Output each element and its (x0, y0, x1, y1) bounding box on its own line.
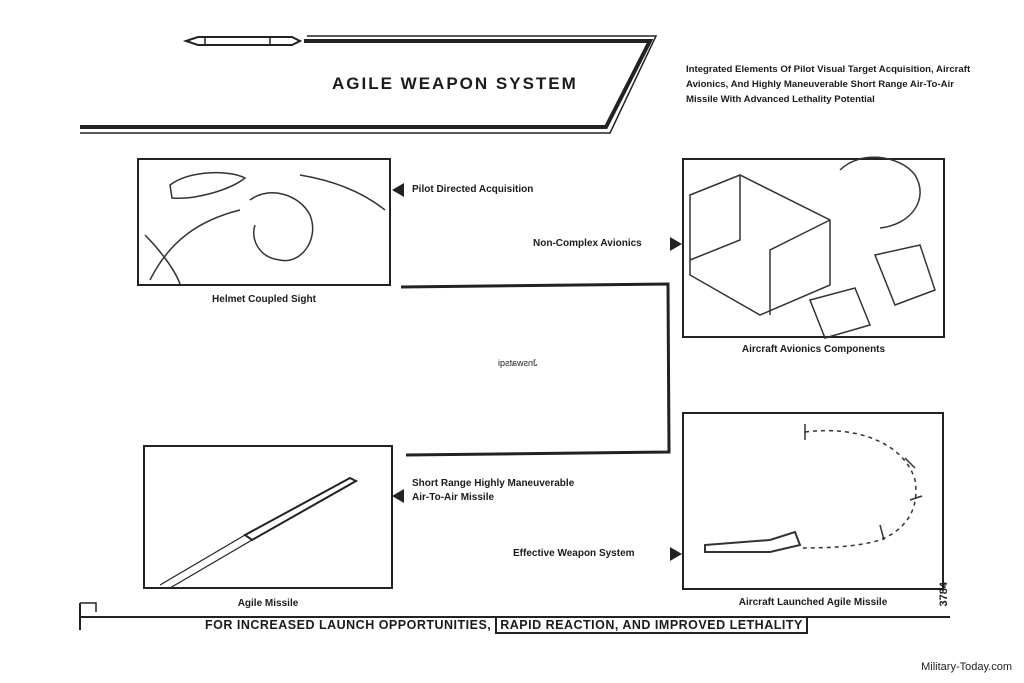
site-credit: Military-Today.com (921, 661, 1012, 673)
caption-helmet: Helmet Coupled Sight (212, 294, 316, 305)
center-mirrored-text: Jnswatsqi (498, 358, 538, 368)
caption-avionics: Aircraft Avionics Components (741, 344, 886, 355)
caption-launched: Aircraft Launched Agile Missile (738, 597, 888, 608)
caption-missile: Agile Missile (237, 598, 299, 609)
label-effective: Effective Weapon System (513, 548, 635, 559)
label-short-range: Short Range Highly Maneuverable (412, 478, 575, 489)
diagram-description: Integrated Elements Of Pilot Visual Target Acquisition, Aircraft Avionics, And Highly Maneuverable Short Range Air-To-Air Missile With Advanced Lethality Potential (686, 64, 971, 105)
label-pilot-directed: Pilot Directed Acquisition (412, 184, 534, 195)
footer-slogan (205, 618, 808, 632)
label-short-range-2: Air-To-Air Missile (412, 492, 495, 503)
diagram-title: AGILE WEAPON SYSTEM (332, 74, 578, 93)
footer-text-1: FOR INCREASED LAUNCH OPPORTUNITIES, (205, 618, 492, 632)
footer-text-boxed: RAPID REACTION, AND IMPROVED LETHALITY (495, 616, 808, 634)
page-stamp: 3784 (938, 582, 950, 607)
label-non-complex: Non-Complex Avionics (533, 238, 642, 249)
